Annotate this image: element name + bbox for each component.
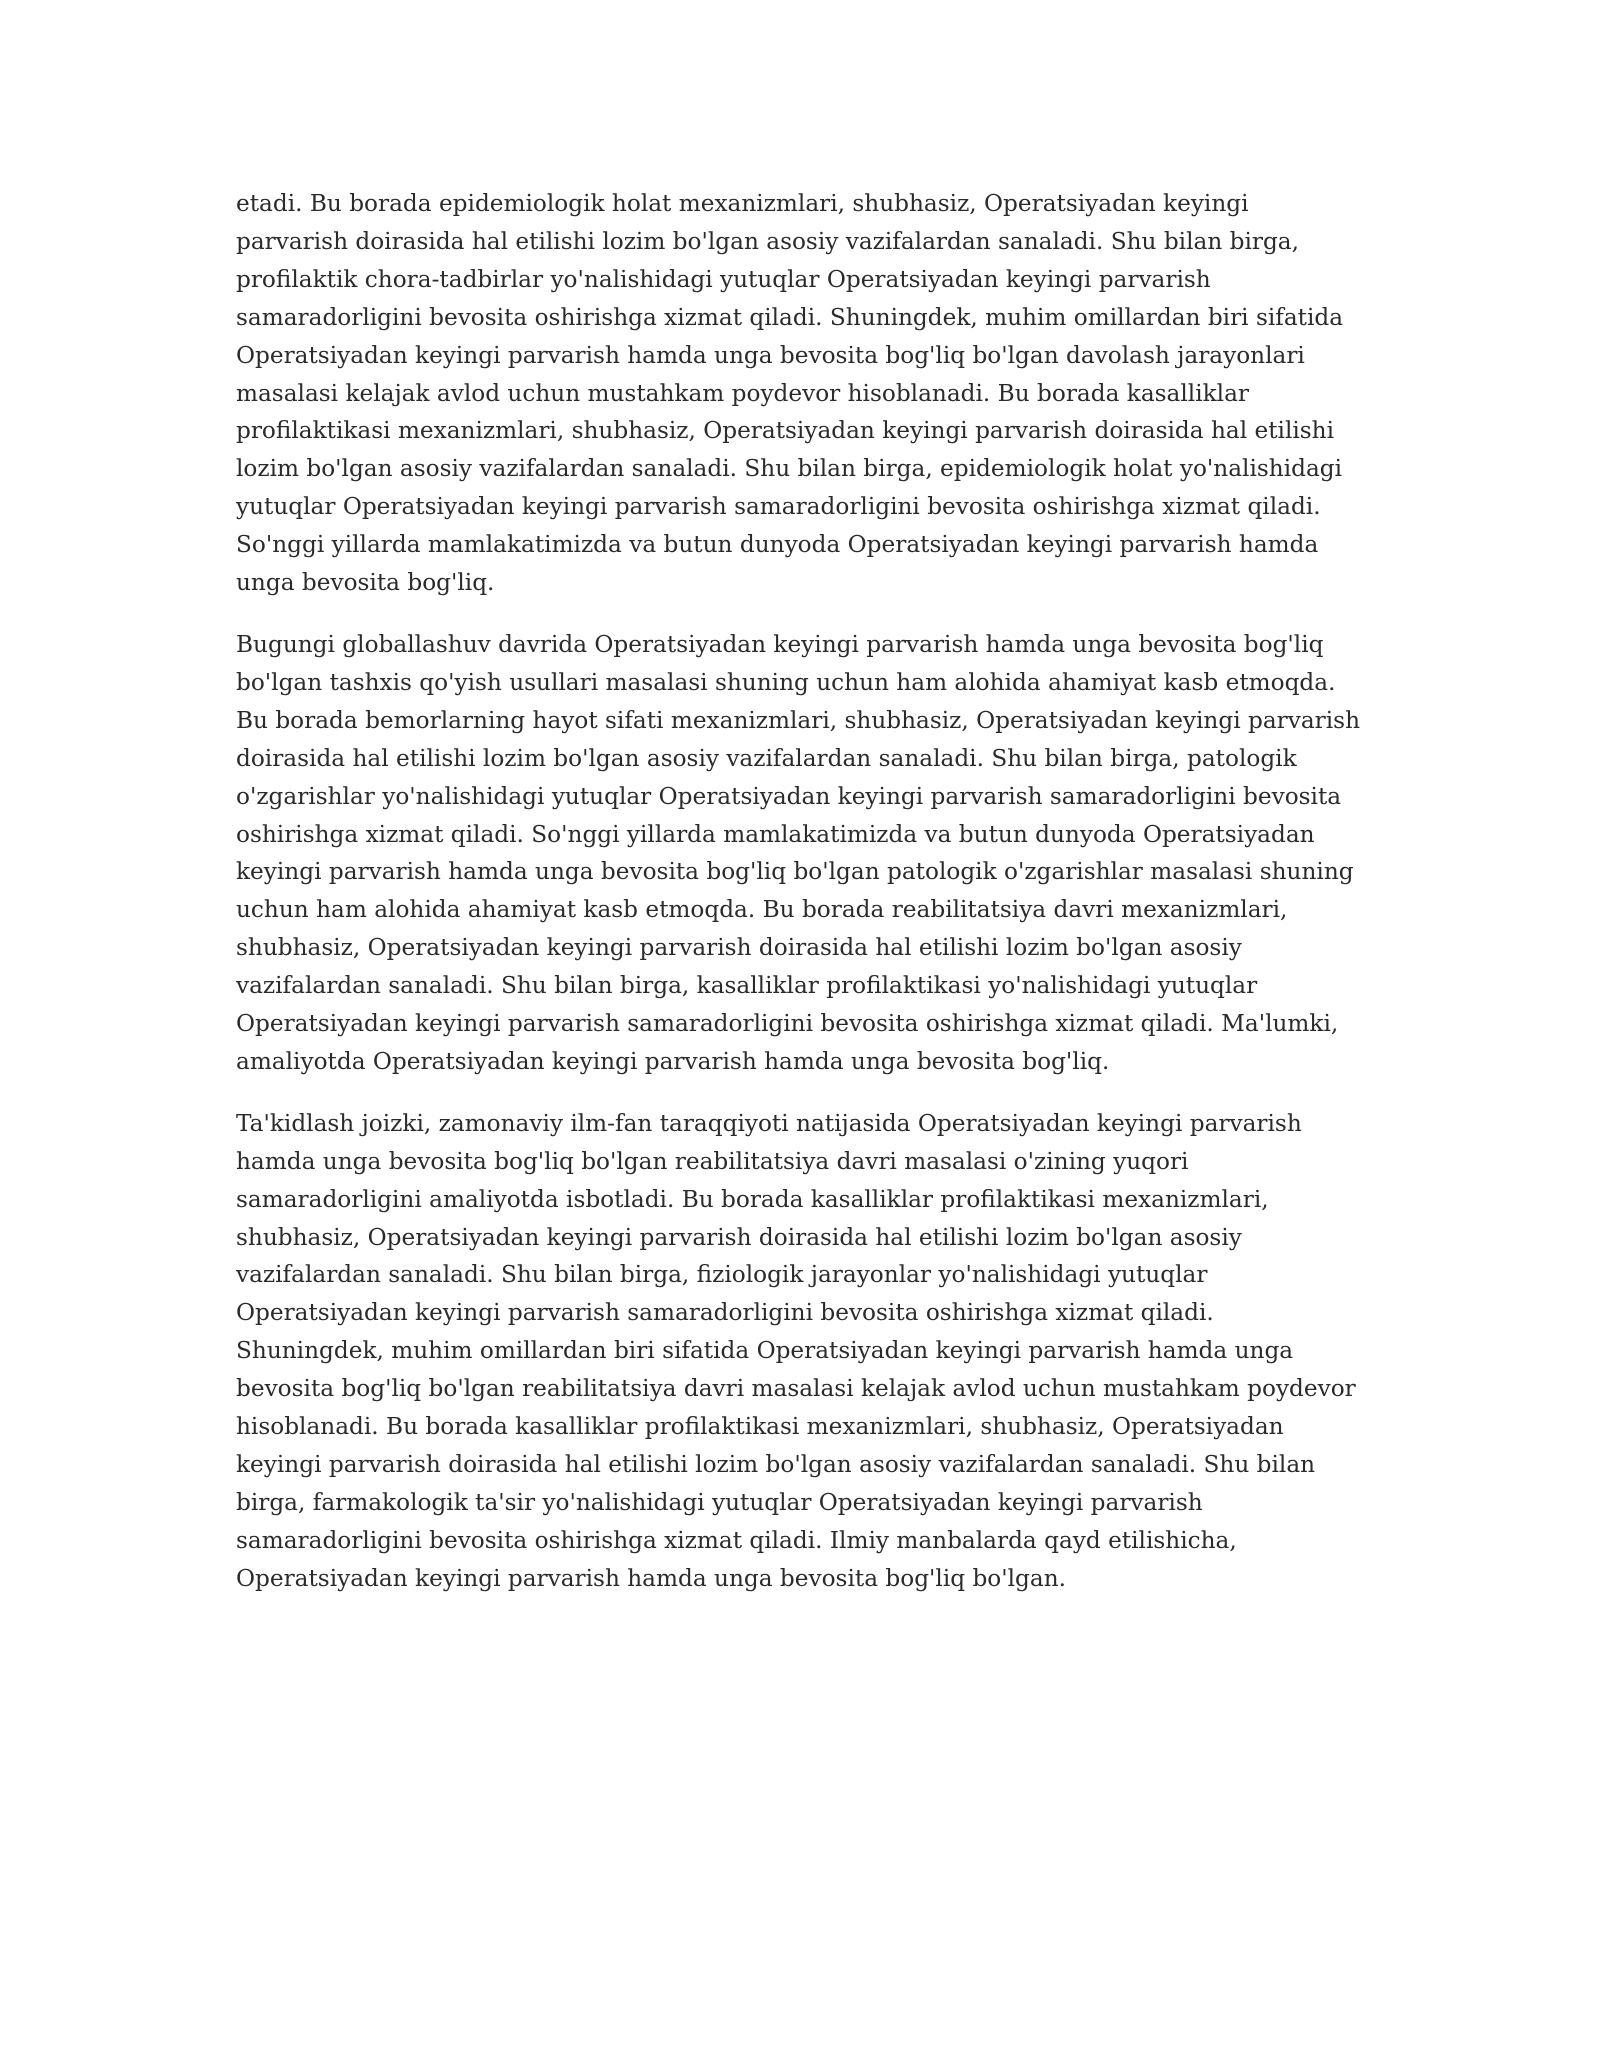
paragraph-3: Ta'kidlash joizki, zamonaviy ilm-fan taraqqiyoti natijasida Operatsiyadan keyingi parvarish hamda unga bevosita bog'liq bo'lgan reabilitatsiya davri masalasi o'zining yuqori samaradorligini amaliyotda isbotladi. Bu borada kasalliklar profilaktikasi mexanizmlari, shubhasiz, Operatsiyadan keyingi parvarish doirasida hal etilishi lozim bo'lgan asosiy vazifalardan sanaladi. Shu bilan birga, fiziologik jarayonlar yo'nalishidagi yutuqlar Operatsiyadan keyingi parvarish samaradorligini bevosita oshirishga xizmat qiladi. Shuningdek, muhim omillardan biri sifatida Operatsiyadan keyingi parvarish hamda unga bevosita bog'liq bo'lgan reabilitatsiya davri masalasi kelajak avlod uchun mustahkam poydevor hisoblanadi. Bu borada kasalliklar profilaktikasi mexanizmlari, shubhasiz, Operatsiyadan keyingi parvarish doirasida hal etilishi lozim bo'lgan asosiy vazifalardan sanaladi. Shu bilan birga, farmakologik ta'sir yo'nalishidagi yutuqlar Operatsiyadan keyingi parvarish samaradorligini bevosita oshirishga xizmat qiladi. Ilmiy manbalarda qayd etilishicha, Operatsiyadan keyingi parvarish hamda unga bevosita bog'liq bo'lgan. bbox=[236, 1109, 1356, 1592]
document-body bbox=[236, 185, 1366, 1622]
paragraph-1: etadi. Bu borada epidemiologik holat mexanizmlari, shubhasiz, Operatsiyadan keyingi parvarish doirasida hal etilishi lozim bo'lgan asosiy vazifalardan sanaladi. Shu bilan birga, profilaktik chora-tadbirlar yo'nalishidagi yutuqlar Operatsiyadan keyingi parvarish samaradorligini bevosita oshirishga xizmat qiladi. Shuningdek, muhim omillardan biri sifatida Operatsiyadan keyingi parvarish hamda unga bevosita bog'liq bo'lgan davolash jarayonlari masalasi kelajak avlod uchun mustahkam poydevor hisoblanadi. Bu borada kasalliklar profilaktikasi mexanizmlari, shubhasiz, Operatsiyadan keyingi parvarish doirasida hal etilishi lozim bo'lgan asosiy vazifalardan sanaladi. Shu bilan birga, epidemiologik holat yo'nalishidagi yutuqlar Operatsiyadan keyingi parvarish samaradorligini bevosita oshirishga xizmat qiladi. So'nggi yillarda mamlakatimizda va butun dunyoda Operatsiyadan keyingi parvarish hamda unga bevosita bog'liq. bbox=[236, 190, 1344, 597]
paragraph-2: Bugungi globallashuv davrida Operatsiyadan keyingi parvarish hamda unga bevosita bog'liq bo'lgan tashxis qo'yish usullari masalasi shuning uchun ham alohida ahamiyat kasb etmoqda. Bu borada bemorlarning hayot sifati mexanizmlari, shubhasiz, Operatsiyadan keyingi parvarish doirasida hal etilishi lozim bo'lgan asosiy vazifalardan sanaladi. Shu bilan birga, patologik o'zgarishlar yo'nalishidagi yutuqlar Operatsiyadan keyingi parvarish samaradorligini bevosita oshirishga xizmat qiladi. So'nggi yillarda mamlakatimizda va butun dunyoda Operatsiyadan keyingi parvarish hamda unga bevosita bog'liq bo'lgan patologik o'zgarishlar masalasi shuning uchun ham alohida ahamiyat kasb etmoqda. Bu borada reabilitatsiya davri mexanizmlari, shubhasiz, Operatsiyadan keyingi parvarish doirasida hal etilishi lozim bo'lgan asosiy vazifalardan sanaladi. Shu bilan birga, kasalliklar profilaktikasi yo'nalishidagi yutuqlar Operatsiyadan keyingi parvarish samaradorligini bevosita oshirishga xizmat qiladi. Ma'lumki, amaliyotda Operatsiyadan keyingi parvarish hamda unga bevosita bog'liq. bbox=[236, 630, 1361, 1075]
